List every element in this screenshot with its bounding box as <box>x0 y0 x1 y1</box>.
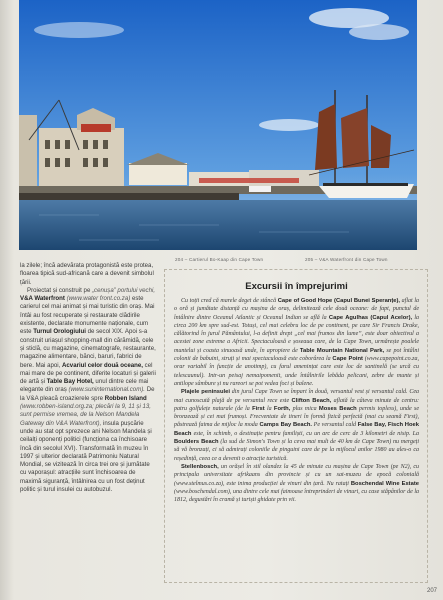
place-name: Table Bay Hotel, <box>46 378 94 386</box>
place-name: False Bay, Fisch Hoek Beach <box>174 422 419 437</box>
paragraph <box>174 463 419 504</box>
text: un orășel în stil olandez la 45 de minute cu mașina de Cape Town (pe N2), cu principala universitate afrikaans din provincie și cu un sat-muzeu de epocă colonială (www.stelmus.co.za), este inima producției de vinuri din țară. Nu ratați <box>174 463 419 487</box>
paragraph <box>20 262 156 287</box>
place-name: Forth, <box>273 405 291 412</box>
caption-photo-205: 205 – V&A Waterfront din Cape Town <box>305 257 388 262</box>
text: din jurul Cape Town se împart în două, versantul vest și versantul cald. Cea mai cunoscută plajă de pe versantul rece este <box>174 389 419 404</box>
place-name: First <box>252 405 265 412</box>
text: Pe versantul cald <box>312 422 358 429</box>
text: insula pușcărie unde au stat opt sprezece ani Nelson Mandela și ceilalți oponenți politici (funcționa ca închisoare încă din secolul XVI). Transformată în muzeu în 1997 și ulterior declarată Patrimoniu Natural Mondial, se vizitează în circa trei ore și jumătate cu vaporașul: atracțiile sunt închisoarea de maximă siguranță, întâlnirea cu un fost deținut politic și turul insulei cu autobuzul. <box>20 419 152 494</box>
text: aflat la o oră și jumătate distanță cu mașina de oraș, delimitează cele două oceane: de fapt, punctul de întâlnire dintre Oceanul Atlantic și Oceanul Indian se află la <box>174 298 419 321</box>
left-column-text <box>20 262 156 494</box>
place-name: Robben Island <box>104 394 147 402</box>
text: (www.capepoint.co.za, orar variabil în funcție de anotimp), cu farul amenințat care este loc de santinelă (se urcă cu telescaunul). Intr-un peisaj nemaipomenit, unde întâlnirile lebăda pelicani, zebre de munte și antilope sâmbure și nu rareori se pot vedea foci și balene. <box>174 356 419 387</box>
harbour-photo-illustration <box>19 0 417 250</box>
website: (www.suninternational.com). <box>68 386 145 394</box>
text: permis topless), unde se bronzează și cei mai frumoși. Frecventate de tineri în formă fizică perfectă (mai cu seamă First), păstrează faima de mijloc la moda <box>174 405 420 429</box>
text: „cenușa” portului vechi, <box>92 286 156 294</box>
place-name: Moses Beach <box>318 405 357 412</box>
text: Cu toții cred că marele deget de stâncă <box>181 298 278 304</box>
text: plus mica <box>290 405 319 412</box>
place-name: Cape of Good Hope (Capul Bunei Speranțe), <box>277 298 401 304</box>
text: (www.boschendal.com), una dintre cele mai faimoase întreprinderi de vinuri, cu case stăpânilor de la 1812, degustări în cramă și turiști ghidate prin vii. <box>174 488 419 504</box>
place-name: Stellenbosch, <box>181 463 219 470</box>
place-name: Camps Bay Beach. <box>259 422 313 429</box>
text: unul dintre cele mai elegante din oraș <box>20 378 149 394</box>
paragraph <box>20 287 156 494</box>
text: la circa 200 km spre sud-est. Totuși, cel mai celebru loc de pe continent, pe care Sir Francis Drake, călătorind în jurul Pământului, l-a definit drept „cel mai frumos din lume”, este doar obiectivul a acestei zone extreme a Africii. Spectaculoasă e șoseaua care, de la Cape Town, urmărește poalele muntelui și coasta sinuoasă unde, în apropiere de <box>174 314 419 354</box>
paragraph <box>174 388 419 463</box>
website: (www.robben-island.org.za; plecări la 9, 11 și 13, sunt permise vremea, de la Nelson Mandela Gateway din V&A Waterfront), <box>20 403 151 427</box>
text: este carierul cel mai animat și mai turistic din oraș. Mai întâi au fost recuperate și restaurate clădirile existente, declarate monumente naționale, cum este <box>20 295 155 336</box>
text: aflată la câteva minute de centru: patru golfulețe naturale (de la <box>174 397 419 412</box>
text: se pot întâlni colonii de babuini, struți și mai spectaculoasă este coborârea la <box>174 347 419 363</box>
place-name: V&A Waterfront <box>20 295 65 303</box>
place-name: Acvariul celor două oceane, <box>62 361 143 369</box>
website: (www.water front.co.za) <box>64 295 131 303</box>
place-name: Cape Point <box>332 356 363 363</box>
text: este, în schimb, o destinație pentru familiști, cu un arc de cerc de 3 kilometri de nisip. La <box>191 430 419 437</box>
place-name: Plajele peninsulei <box>181 389 230 396</box>
text: de secol XIX. Apoi s-a construit uriașul shopping-mall din cărămidă, cele și sticlă, cu magazine, cinematografe, restaurante, magazine alimentare, bănci, baruri, fabrici de bere. Mai apoi, <box>20 328 156 369</box>
place-name: Boschendal Wine Estate <box>350 480 419 487</box>
caption-photo-204: 204 – Cartierul Bo-Kaap din Cape Town <box>175 257 264 262</box>
place-name: Cape Agulhas (Capul Acelor), <box>328 314 413 321</box>
text: De la V&A pleacă croazierele spre <box>20 386 155 402</box>
text: (la sud de Simon's Town și la ceva mai mult de 40 km de Cape Town) nu mergeți să vă bronzați, ci să admirați coloniile de pinguini care de pe la mijlocul anilor 1980 au ales-o ca reședință, ceea ce a devenit o atracție turistică. <box>174 439 419 462</box>
page-number: 207 <box>426 588 437 594</box>
box-title: Excursii în împrejurimi <box>245 281 348 292</box>
place-name: Table Mountain National Park, <box>299 347 385 354</box>
waterfront-photo <box>19 0 417 250</box>
place-name: Turnul Orologiului <box>33 328 86 336</box>
text: cel mai mare de pe continent, diferite locaturi și galerii de artă și <box>20 361 156 386</box>
paragraph <box>174 297 419 388</box>
text: Proiectat și construit pe <box>27 286 93 294</box>
text: la <box>264 405 274 412</box>
text: la zilele; încă adevărata protagonistă este protea, floarea tipică sud-africană care a devenit simbolul țării. <box>20 262 154 286</box>
place-name: Boulders Beach <box>174 439 219 446</box>
excursions-box <box>164 269 428 583</box>
place-name: Clifton Beach, <box>291 397 332 404</box>
